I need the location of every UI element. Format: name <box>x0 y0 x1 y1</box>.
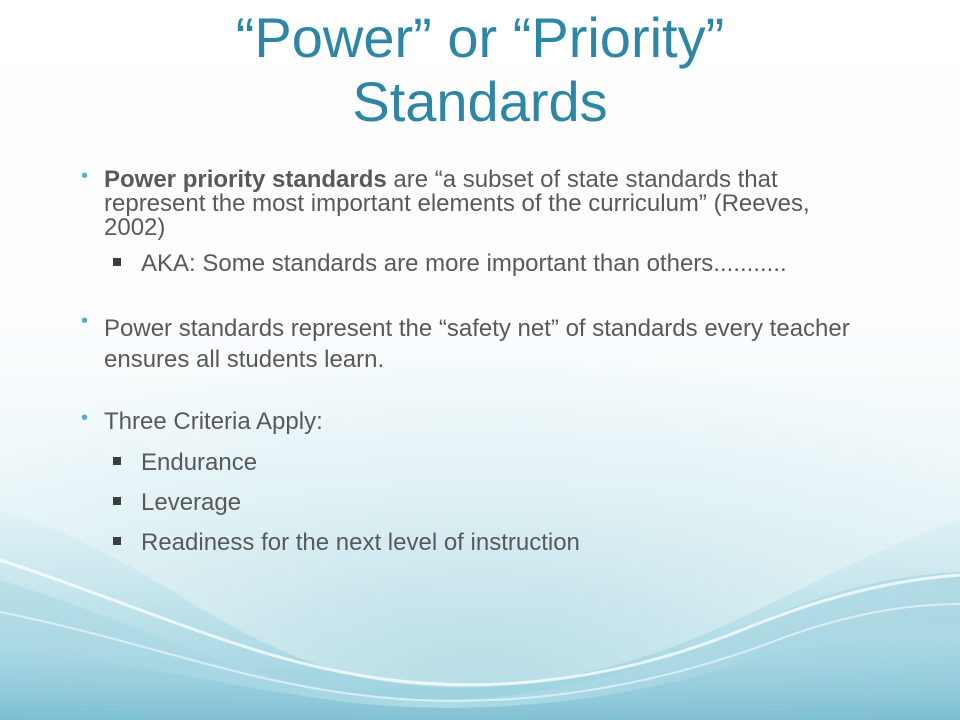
bullet-text-definition <box>104 168 864 240</box>
slide-title-line-1: “Power” or “Priority” <box>235 6 725 69</box>
round-bullet-icon: • <box>81 310 89 332</box>
bullet-item-safety-net <box>81 310 864 375</box>
square-bullet-icon <box>113 457 121 465</box>
sub-bullet-item-aka <box>141 249 864 279</box>
criteria-text-leverage: Leverage <box>141 489 242 516</box>
square-bullet-icon <box>113 258 121 266</box>
bullet-bold-term: Power priority standards <box>104 166 387 193</box>
bullet-item-definition <box>81 165 864 241</box>
bullet-item-criteria <box>81 407 864 435</box>
criteria-text-readiness: Readiness for the next level of instruction <box>141 529 580 556</box>
content-body <box>81 165 864 558</box>
square-bullet-icon <box>113 537 121 545</box>
criteria-list <box>104 448 864 558</box>
bullet-text-criteria: Three Criteria Apply: <box>104 408 323 435</box>
slide-title <box>80 6 880 134</box>
slide-title-line-2: Standards <box>352 70 608 133</box>
sub-bullet-text-aka: AKA: Some standards are more important than others........... <box>141 250 787 277</box>
bullet-definition-text: are “a subset of state standards that represent the most important elements of the curriculum” (Reeves, 2002) <box>104 166 810 241</box>
square-bullet-icon <box>113 497 121 505</box>
round-bullet-icon: • <box>81 165 89 187</box>
criteria-item-leverage <box>141 488 864 518</box>
criteria-item-readiness <box>141 528 864 558</box>
criteria-item-endurance <box>141 448 864 478</box>
criteria-text-endurance: Endurance <box>141 449 258 476</box>
round-bullet-icon: • <box>81 407 89 429</box>
bullet-text-safety-net: Power standards represent the “safety net” of standards every teacher ensures all students learn. <box>104 315 850 373</box>
